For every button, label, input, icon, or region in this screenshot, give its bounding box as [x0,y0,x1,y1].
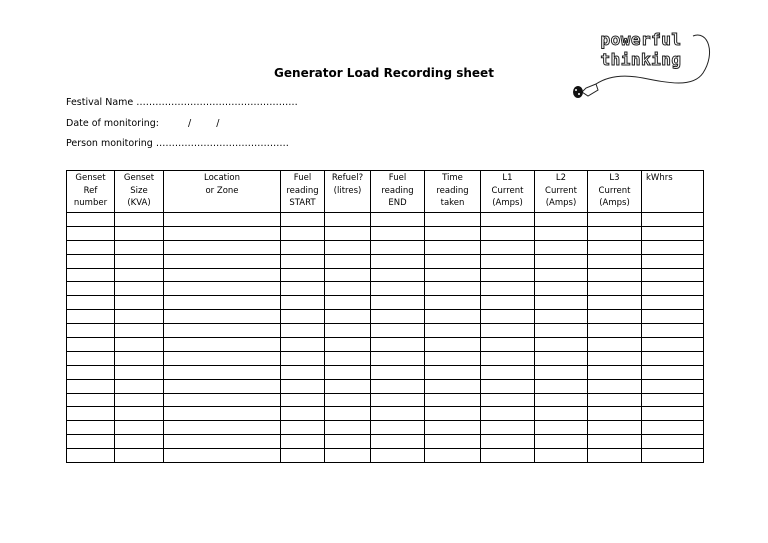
table-cell[interactable] [115,351,164,365]
table-cell[interactable] [371,213,425,227]
table-cell[interactable] [371,268,425,282]
table-cell[interactable] [325,296,371,310]
table-cell[interactable] [115,296,164,310]
table-row [67,365,704,379]
table-row [67,254,704,268]
table-cell[interactable] [67,435,115,449]
table-cell[interactable] [325,254,371,268]
table-cell[interactable] [371,435,425,449]
table-cell[interactable] [535,296,588,310]
table-cell[interactable] [325,282,371,296]
table-cell[interactable] [115,268,164,282]
table-cell[interactable] [164,393,281,407]
date-slashes [188,118,219,129]
table-cell[interactable] [481,421,535,435]
table-cell[interactable] [642,213,704,227]
table-cell[interactable] [588,407,642,421]
table-cell[interactable] [588,351,642,365]
table-cell[interactable] [164,338,281,352]
table-cell[interactable] [325,240,371,254]
table-cell[interactable] [325,449,371,463]
column-header-line: Genset [123,173,155,183]
table-cell[interactable] [535,226,588,240]
table-cell[interactable] [281,449,325,463]
table-cell[interactable] [164,282,281,296]
table-cell[interactable] [481,296,535,310]
table-cell[interactable] [67,268,115,282]
table-cell[interactable] [588,435,642,449]
column-header [371,171,425,213]
table-cell[interactable] [642,365,704,379]
table-cell[interactable] [164,435,281,449]
table-cell[interactable] [535,282,588,296]
table-cell[interactable] [535,407,588,421]
table-cell[interactable] [371,240,425,254]
logo-text-line2: thinking [600,50,682,69]
column-header-line: Time [442,173,463,183]
table-cell[interactable] [535,379,588,393]
table-cell[interactable] [164,407,281,421]
table-cell[interactable] [481,393,535,407]
table-cell[interactable] [642,254,704,268]
table-cell[interactable] [371,310,425,324]
table-cell[interactable] [535,393,588,407]
table-body [67,213,704,463]
table-cell[interactable] [67,310,115,324]
table-cell[interactable] [425,324,481,338]
table-cell[interactable] [642,240,704,254]
table-cell[interactable] [588,254,642,268]
table-cell[interactable] [588,421,642,435]
table-cell[interactable] [425,421,481,435]
table-row [67,449,704,463]
table-cell[interactable] [425,351,481,365]
table-cell[interactable] [325,365,371,379]
table-cell[interactable] [67,296,115,310]
table-row [67,351,704,365]
table-cell[interactable] [481,268,535,282]
column-header [281,171,325,213]
table-cell[interactable] [535,213,588,227]
column-header-line: or Zone [205,185,239,196]
table-row [67,324,704,338]
table-row [67,240,704,254]
table-cell[interactable] [67,282,115,296]
table-cell[interactable] [67,226,115,240]
table-cell[interactable] [67,213,115,227]
column-header-line: reading [436,185,469,196]
table-cell[interactable] [67,240,115,254]
table-cell[interactable] [535,254,588,268]
table-cell[interactable] [588,393,642,407]
column-header-line: Location [204,173,240,183]
festival-name-field: Festival Name …………………………………………… [66,97,298,108]
table-cell[interactable] [164,310,281,324]
table-cell[interactable] [535,365,588,379]
table-row [67,338,704,352]
table-cell[interactable] [588,240,642,254]
table-cell[interactable] [642,296,704,310]
table-cell[interactable] [325,421,371,435]
table-cell[interactable] [281,393,325,407]
table-cell[interactable] [588,226,642,240]
table-cell[interactable] [425,310,481,324]
column-header-line: Ref [83,185,98,196]
table-cell[interactable] [281,435,325,449]
recording-table [66,170,704,463]
table-cell[interactable] [588,268,642,282]
table-cell[interactable] [425,282,481,296]
table-cell[interactable] [325,226,371,240]
table-row [67,435,704,449]
column-header-line: Fuel [388,173,407,183]
table-cell[interactable] [281,421,325,435]
table-cell[interactable] [588,338,642,352]
table-cell[interactable] [371,226,425,240]
table-cell[interactable] [425,407,481,421]
table-row [67,379,704,393]
table-cell[interactable] [164,254,281,268]
table-cell[interactable] [425,240,481,254]
table-cell[interactable] [67,379,115,393]
table-cell[interactable] [371,338,425,352]
table-cell[interactable] [588,282,642,296]
table-cell[interactable] [535,310,588,324]
table-cell[interactable] [164,268,281,282]
column-header [164,171,281,213]
table-cell[interactable] [115,282,164,296]
table-cell[interactable] [481,254,535,268]
table-cell[interactable] [535,435,588,449]
table-cell[interactable] [164,296,281,310]
table-cell[interactable] [67,449,115,463]
table-cell[interactable] [371,351,425,365]
table-cell[interactable] [481,213,535,227]
table-cell[interactable] [281,226,325,240]
table-cell[interactable] [115,324,164,338]
table-cell[interactable] [425,435,481,449]
column-header-line: Refuel? [331,173,364,183]
table-cell[interactable] [281,268,325,282]
table-cell[interactable] [481,338,535,352]
table-cell[interactable] [115,393,164,407]
table-cell[interactable] [371,407,425,421]
table-cell[interactable] [281,338,325,352]
table-cell[interactable] [115,449,164,463]
column-header-line: taken [440,198,465,208]
table-cell[interactable] [481,435,535,449]
table-row [67,296,704,310]
column-header-line: kWhrs [646,173,673,183]
page-title: Generator Load Recording sheet [274,66,494,80]
column-header-line: Size [130,185,148,196]
table-cell[interactable] [115,254,164,268]
table-cell[interactable] [164,365,281,379]
table-cell[interactable] [164,379,281,393]
column-header-line: L1 [502,173,513,183]
table-cell[interactable] [67,407,115,421]
table-cell[interactable] [425,365,481,379]
table-cell[interactable] [67,393,115,407]
table-cell[interactable] [115,240,164,254]
table-cell[interactable] [535,324,588,338]
table-cell[interactable] [325,435,371,449]
table-cell[interactable] [425,213,481,227]
table-cell[interactable] [281,351,325,365]
column-header-line: (KVA) [127,198,151,208]
table-cell[interactable] [425,296,481,310]
table-cell[interactable] [371,254,425,268]
table-cell[interactable] [67,365,115,379]
table-cell[interactable] [535,338,588,352]
column-header [325,171,371,213]
table-cell[interactable] [535,351,588,365]
table-row [67,282,704,296]
table-cell[interactable] [115,338,164,352]
table-cell[interactable] [371,365,425,379]
column-header-line: Fuel [293,173,312,183]
table-cell[interactable] [325,351,371,365]
table-cell[interactable] [425,254,481,268]
table-cell[interactable] [371,421,425,435]
date-of-monitoring-field [66,118,219,129]
table-cell[interactable] [425,268,481,282]
table-cell[interactable] [281,407,325,421]
table-cell[interactable] [325,213,371,227]
table-cell[interactable] [115,421,164,435]
table-cell[interactable] [115,407,164,421]
column-header [588,171,642,213]
table-cell[interactable] [67,324,115,338]
table-cell[interactable] [642,226,704,240]
table-cell[interactable] [281,254,325,268]
column-header [425,171,481,213]
column-header-line: reading [381,185,414,196]
table-cell[interactable] [425,393,481,407]
table-cell[interactable] [588,213,642,227]
column-header-line: L2 [555,173,567,183]
column-header-line: END [388,198,407,208]
table-row [67,407,704,421]
table-cell[interactable] [481,449,535,463]
table-cell[interactable] [535,268,588,282]
table-cell[interactable] [481,365,535,379]
table-row [67,393,704,407]
column-header-line: number [73,198,108,208]
table-cell[interactable] [642,310,704,324]
table-cell[interactable] [481,310,535,324]
table-cell[interactable] [481,226,535,240]
table-cell[interactable] [371,449,425,463]
table-cell[interactable] [588,365,642,379]
date-slash: / [188,118,192,129]
table-cell[interactable] [281,296,325,310]
table-cell[interactable] [535,421,588,435]
table-cell[interactable] [371,282,425,296]
table-row [67,268,704,282]
table-cell[interactable] [642,379,704,393]
table-cell[interactable] [642,351,704,365]
column-header [642,171,704,213]
table-row [67,421,704,435]
table-cell[interactable] [115,310,164,324]
table-cell[interactable] [281,365,325,379]
table-cell[interactable] [325,393,371,407]
column-header-line: (Amps) [545,198,577,208]
table-cell[interactable] [67,254,115,268]
date-slash: / [216,118,220,129]
column-header-line: (Amps) [599,198,630,208]
logo-text-line1: powerful [600,30,682,49]
table-cell[interactable] [281,240,325,254]
table-cell[interactable] [164,351,281,365]
table-cell[interactable] [325,379,371,393]
table-cell[interactable] [164,449,281,463]
column-header-line: START [289,198,316,208]
table-cell[interactable] [325,310,371,324]
table-cell[interactable] [481,324,535,338]
table-cell[interactable] [115,379,164,393]
table-cell[interactable] [481,351,535,365]
table-cell[interactable] [642,338,704,352]
table-cell[interactable] [325,338,371,352]
table-cell[interactable] [588,379,642,393]
column-header [535,171,588,213]
table-cell[interactable] [481,240,535,254]
table-cell[interactable] [481,379,535,393]
table-cell[interactable] [281,379,325,393]
column-header [481,171,535,213]
column-header [67,171,115,213]
table-cell[interactable] [281,282,325,296]
powerful-thinking-logo [568,28,718,108]
table-cell[interactable] [588,310,642,324]
table-cell[interactable] [281,310,325,324]
table-cell[interactable] [535,449,588,463]
table-cell[interactable] [371,324,425,338]
table-cell[interactable] [164,421,281,435]
table-cell[interactable] [481,407,535,421]
table-cell[interactable] [588,296,642,310]
table-cell[interactable] [325,268,371,282]
table-header-row [67,171,704,213]
column-header-line: (Amps) [492,198,523,208]
table-row [67,226,704,240]
table-cell[interactable] [325,324,371,338]
table-cell[interactable] [642,421,704,435]
table-cell[interactable] [115,213,164,227]
table-cell[interactable] [164,226,281,240]
column-header-line: Current [545,185,577,196]
table-cell[interactable] [67,338,115,352]
table-cell[interactable] [115,435,164,449]
person-monitoring-field: Person monitoring …………………………………… [66,138,289,149]
table-cell[interactable] [425,449,481,463]
table-cell[interactable] [115,365,164,379]
table-cell[interactable] [642,449,704,463]
table-cell[interactable] [371,296,425,310]
table-cell[interactable] [588,324,642,338]
table-cell[interactable] [642,268,704,282]
table-cell[interactable] [281,213,325,227]
table-cell[interactable] [67,351,115,365]
table-cell[interactable] [425,338,481,352]
table-cell[interactable] [164,324,281,338]
column-header-line: Genset [75,173,106,183]
table-cell[interactable] [535,240,588,254]
column-header-line: reading [286,185,319,196]
table-cell[interactable] [67,421,115,435]
table-cell[interactable] [281,324,325,338]
table-cell[interactable] [164,240,281,254]
table-cell[interactable] [481,282,535,296]
table-cell[interactable] [642,324,704,338]
table-cell[interactable] [642,393,704,407]
table-cell[interactable] [325,407,371,421]
table-cell[interactable] [642,407,704,421]
table-cell[interactable] [642,435,704,449]
column-header-line: (litres) [333,185,362,196]
column-header-line: Current [598,185,631,196]
date-label: Date of monitoring: [66,118,159,129]
table-cell[interactable] [371,379,425,393]
table-cell[interactable] [642,282,704,296]
table-cell[interactable] [115,226,164,240]
column-header-line: Current [491,185,524,196]
column-header [115,171,164,213]
table-row [67,213,704,227]
table-cell[interactable] [425,379,481,393]
table-row [67,310,704,324]
table-cell[interactable] [588,449,642,463]
table-cell[interactable] [371,393,425,407]
table-cell[interactable] [425,226,481,240]
column-header-line: L3 [609,173,620,183]
table-cell[interactable] [164,213,281,227]
